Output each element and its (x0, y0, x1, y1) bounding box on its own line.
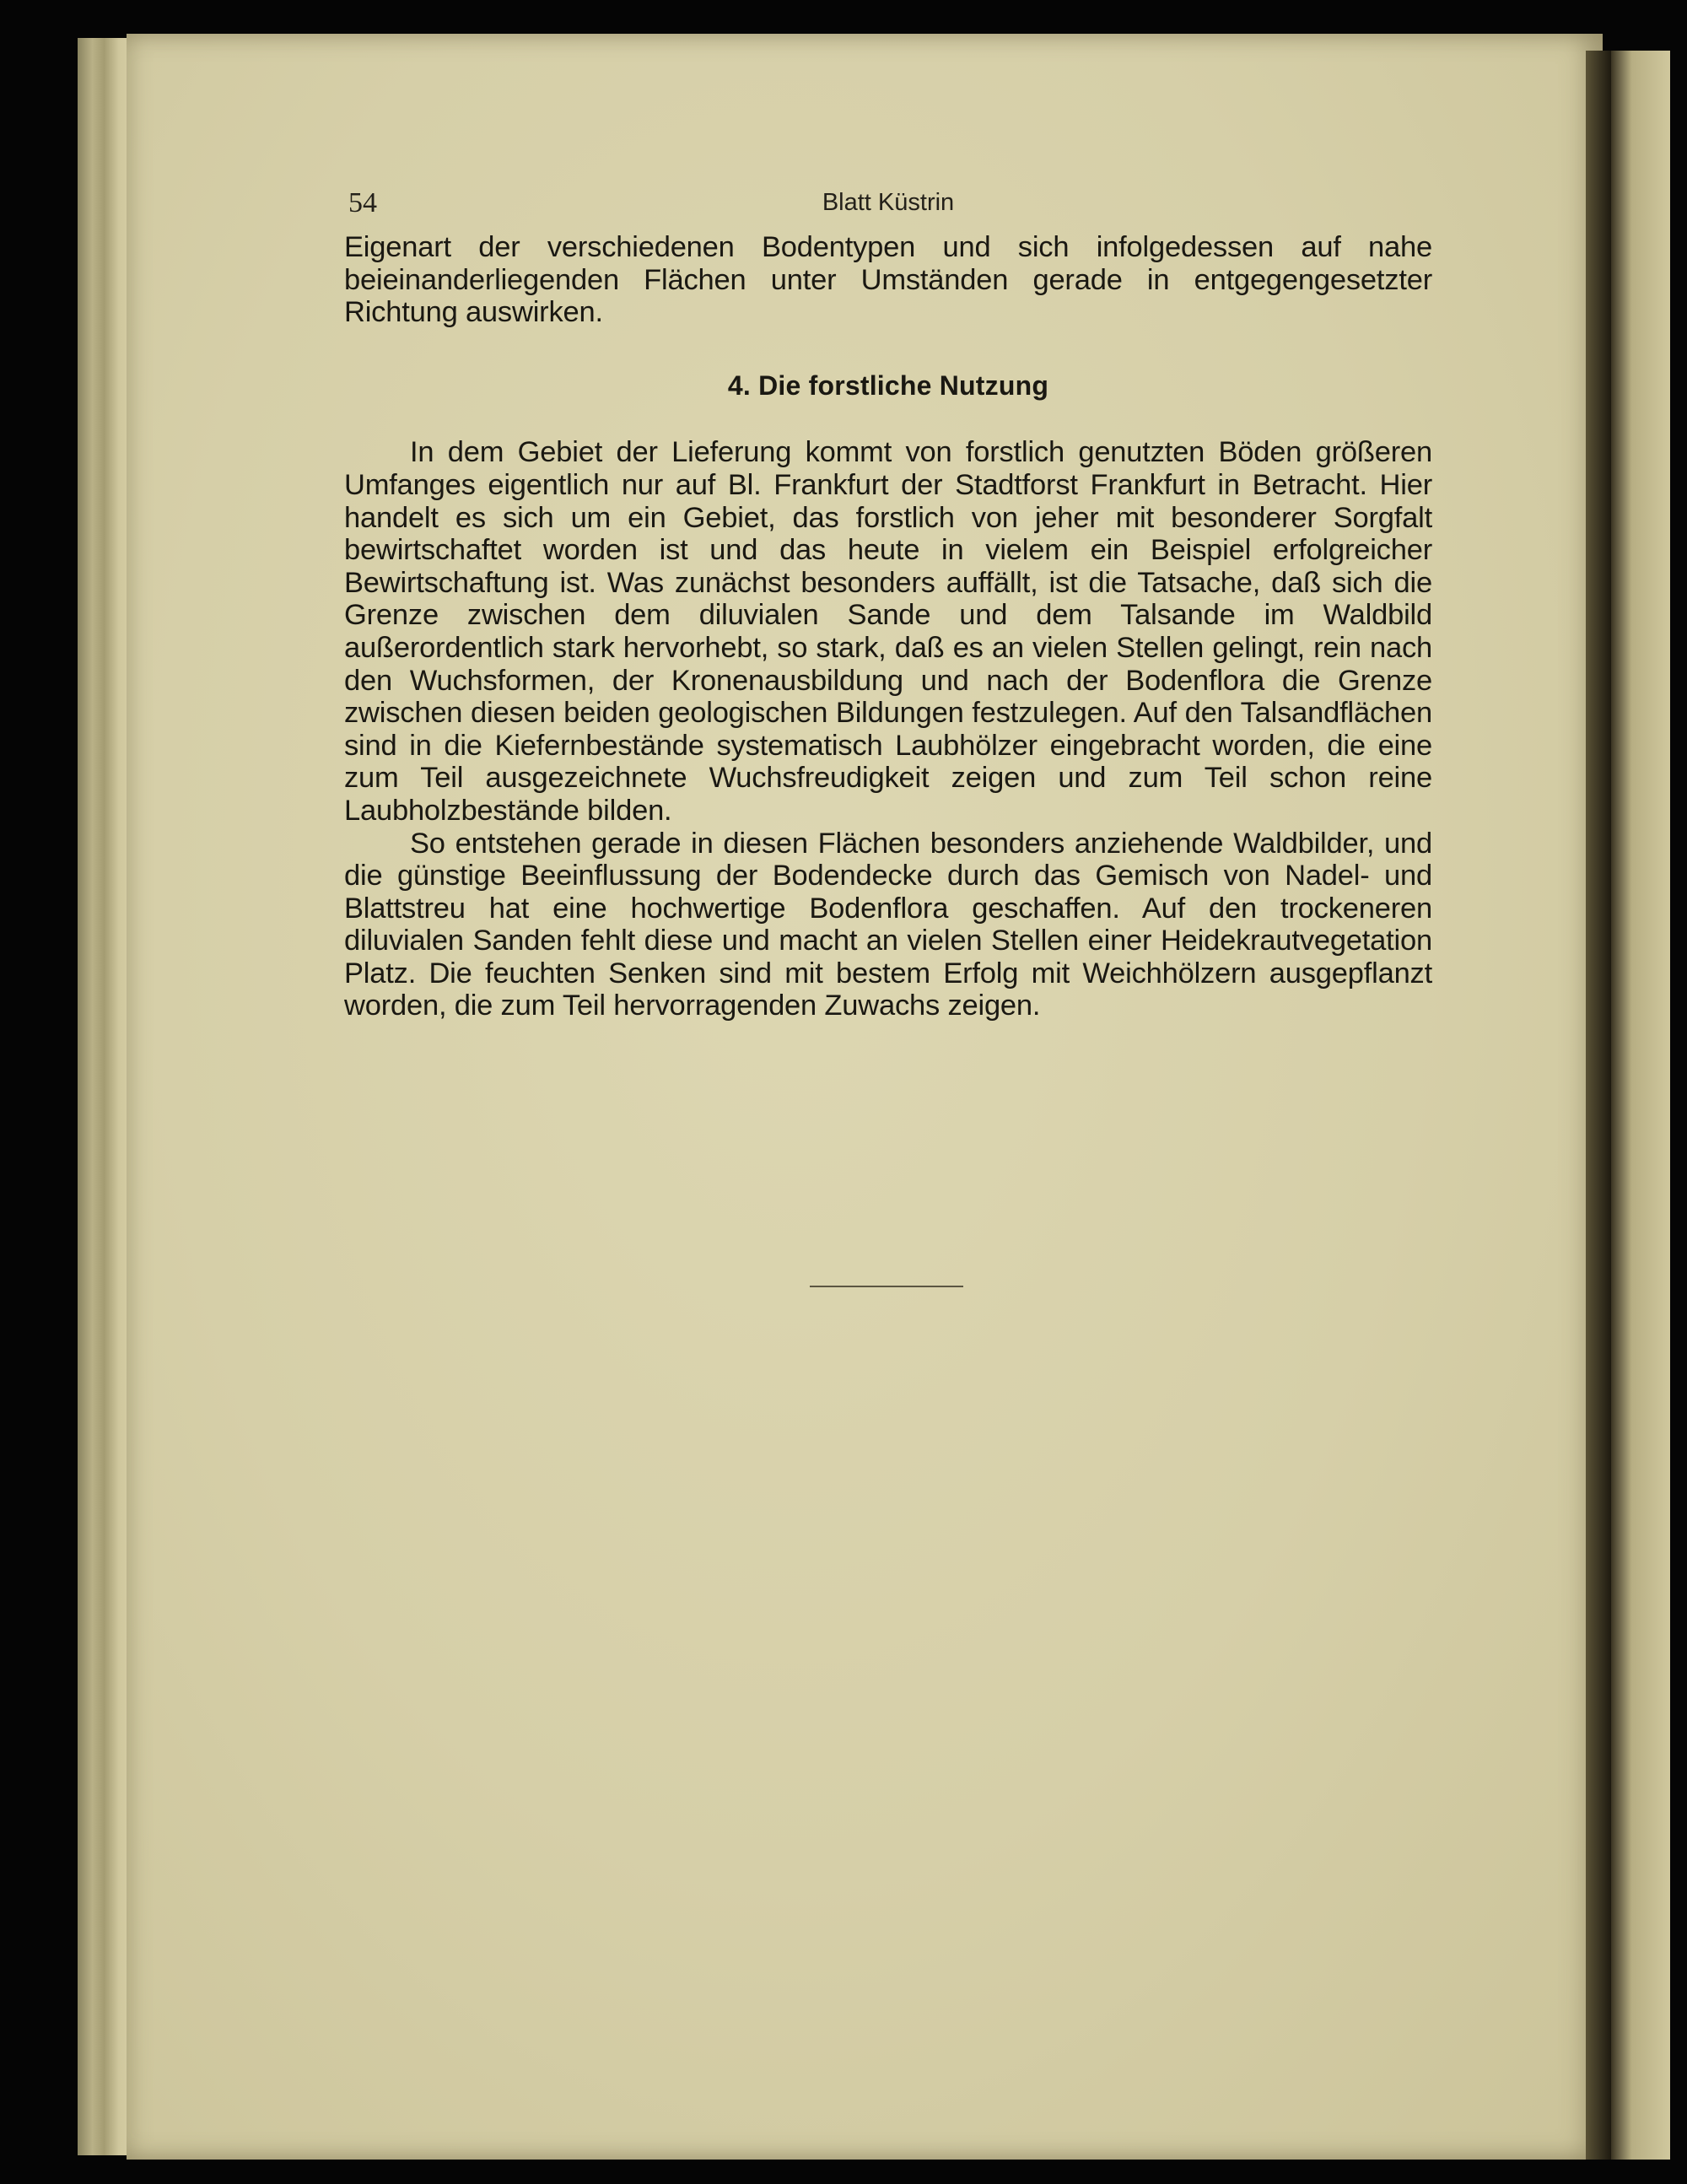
page-header (344, 177, 1432, 228)
body-text (344, 231, 1432, 1022)
intro-paragraph: Eigenart der verschiedenen Bodentypen und sich infolgedessen auf nahe beieinanderliegenden Flächen unter Umständen gerade in entgegengesetzter Richtung auswirken. (344, 231, 1432, 329)
binding-gutter (1586, 51, 1611, 2160)
section-heading: 4. Die forstliche Nutzung (727, 369, 1049, 401)
facing-page-edge (1611, 51, 1670, 2160)
running-title: Blatt Küstrin (822, 189, 955, 216)
end-rule (810, 1286, 963, 1287)
paragraph-1: In dem Gebiet der Lieferung kommt von forstlich genutzten Böden größeren Umfanges eigentlich nur auf Bl. Frankfurt der Stadtforst Frankfurt in Betracht. Hier handelt es sich um ein Gebiet, das forstlich von jeher mit besonderer Sorgfalt bewirtschaftet worden ist und das heute in vielem ein Beispiel erfolgreicher Bewirtschaftung ist. Was zunächst besonders auffällt, ist die Tatsache, daß sich die Grenze zwischen dem diluvialen Sande und dem Talsande im Waldbild außerordentlich stark hervorhebt, so stark, daß es an vielen Stellen gelingt, rein nach den Wuchsformen, der Kronenausbildung und nach der Bodenflora die Grenze zwischen diesen beiden geologischen Bildungen festzulegen. Auf den Talsandflächen sind in die Kiefernbestände systematisch Laubhölzer eingebracht worden, die eine zum Teil ausgezeichnete Wuchsfreudigkeit zeigen und zum Teil schon reine Laubholzbestände bilden. (344, 436, 1432, 827)
page-number: 54 (348, 187, 377, 218)
paragraph-2: So entstehen gerade in diesen Flächen besonders anziehende Waldbilder, und die günstige Beeinflussung der Bodendecke durch das Gemisch von Nadel- und Blattstreu hat eine hochwertige Bodenflora geschaffen. Auf den trockeneren diluvialen Sanden fehlt diese und macht an vielen Stellen einer Heidekrautvegetation Platz. Die feuchten Senken sind mit bestem Erfolg mit Weichhölzern ausgepflanzt worden, die zum Teil hervorragenden Zuwachs zeigen. (344, 827, 1432, 1022)
page-content (344, 177, 1432, 1022)
